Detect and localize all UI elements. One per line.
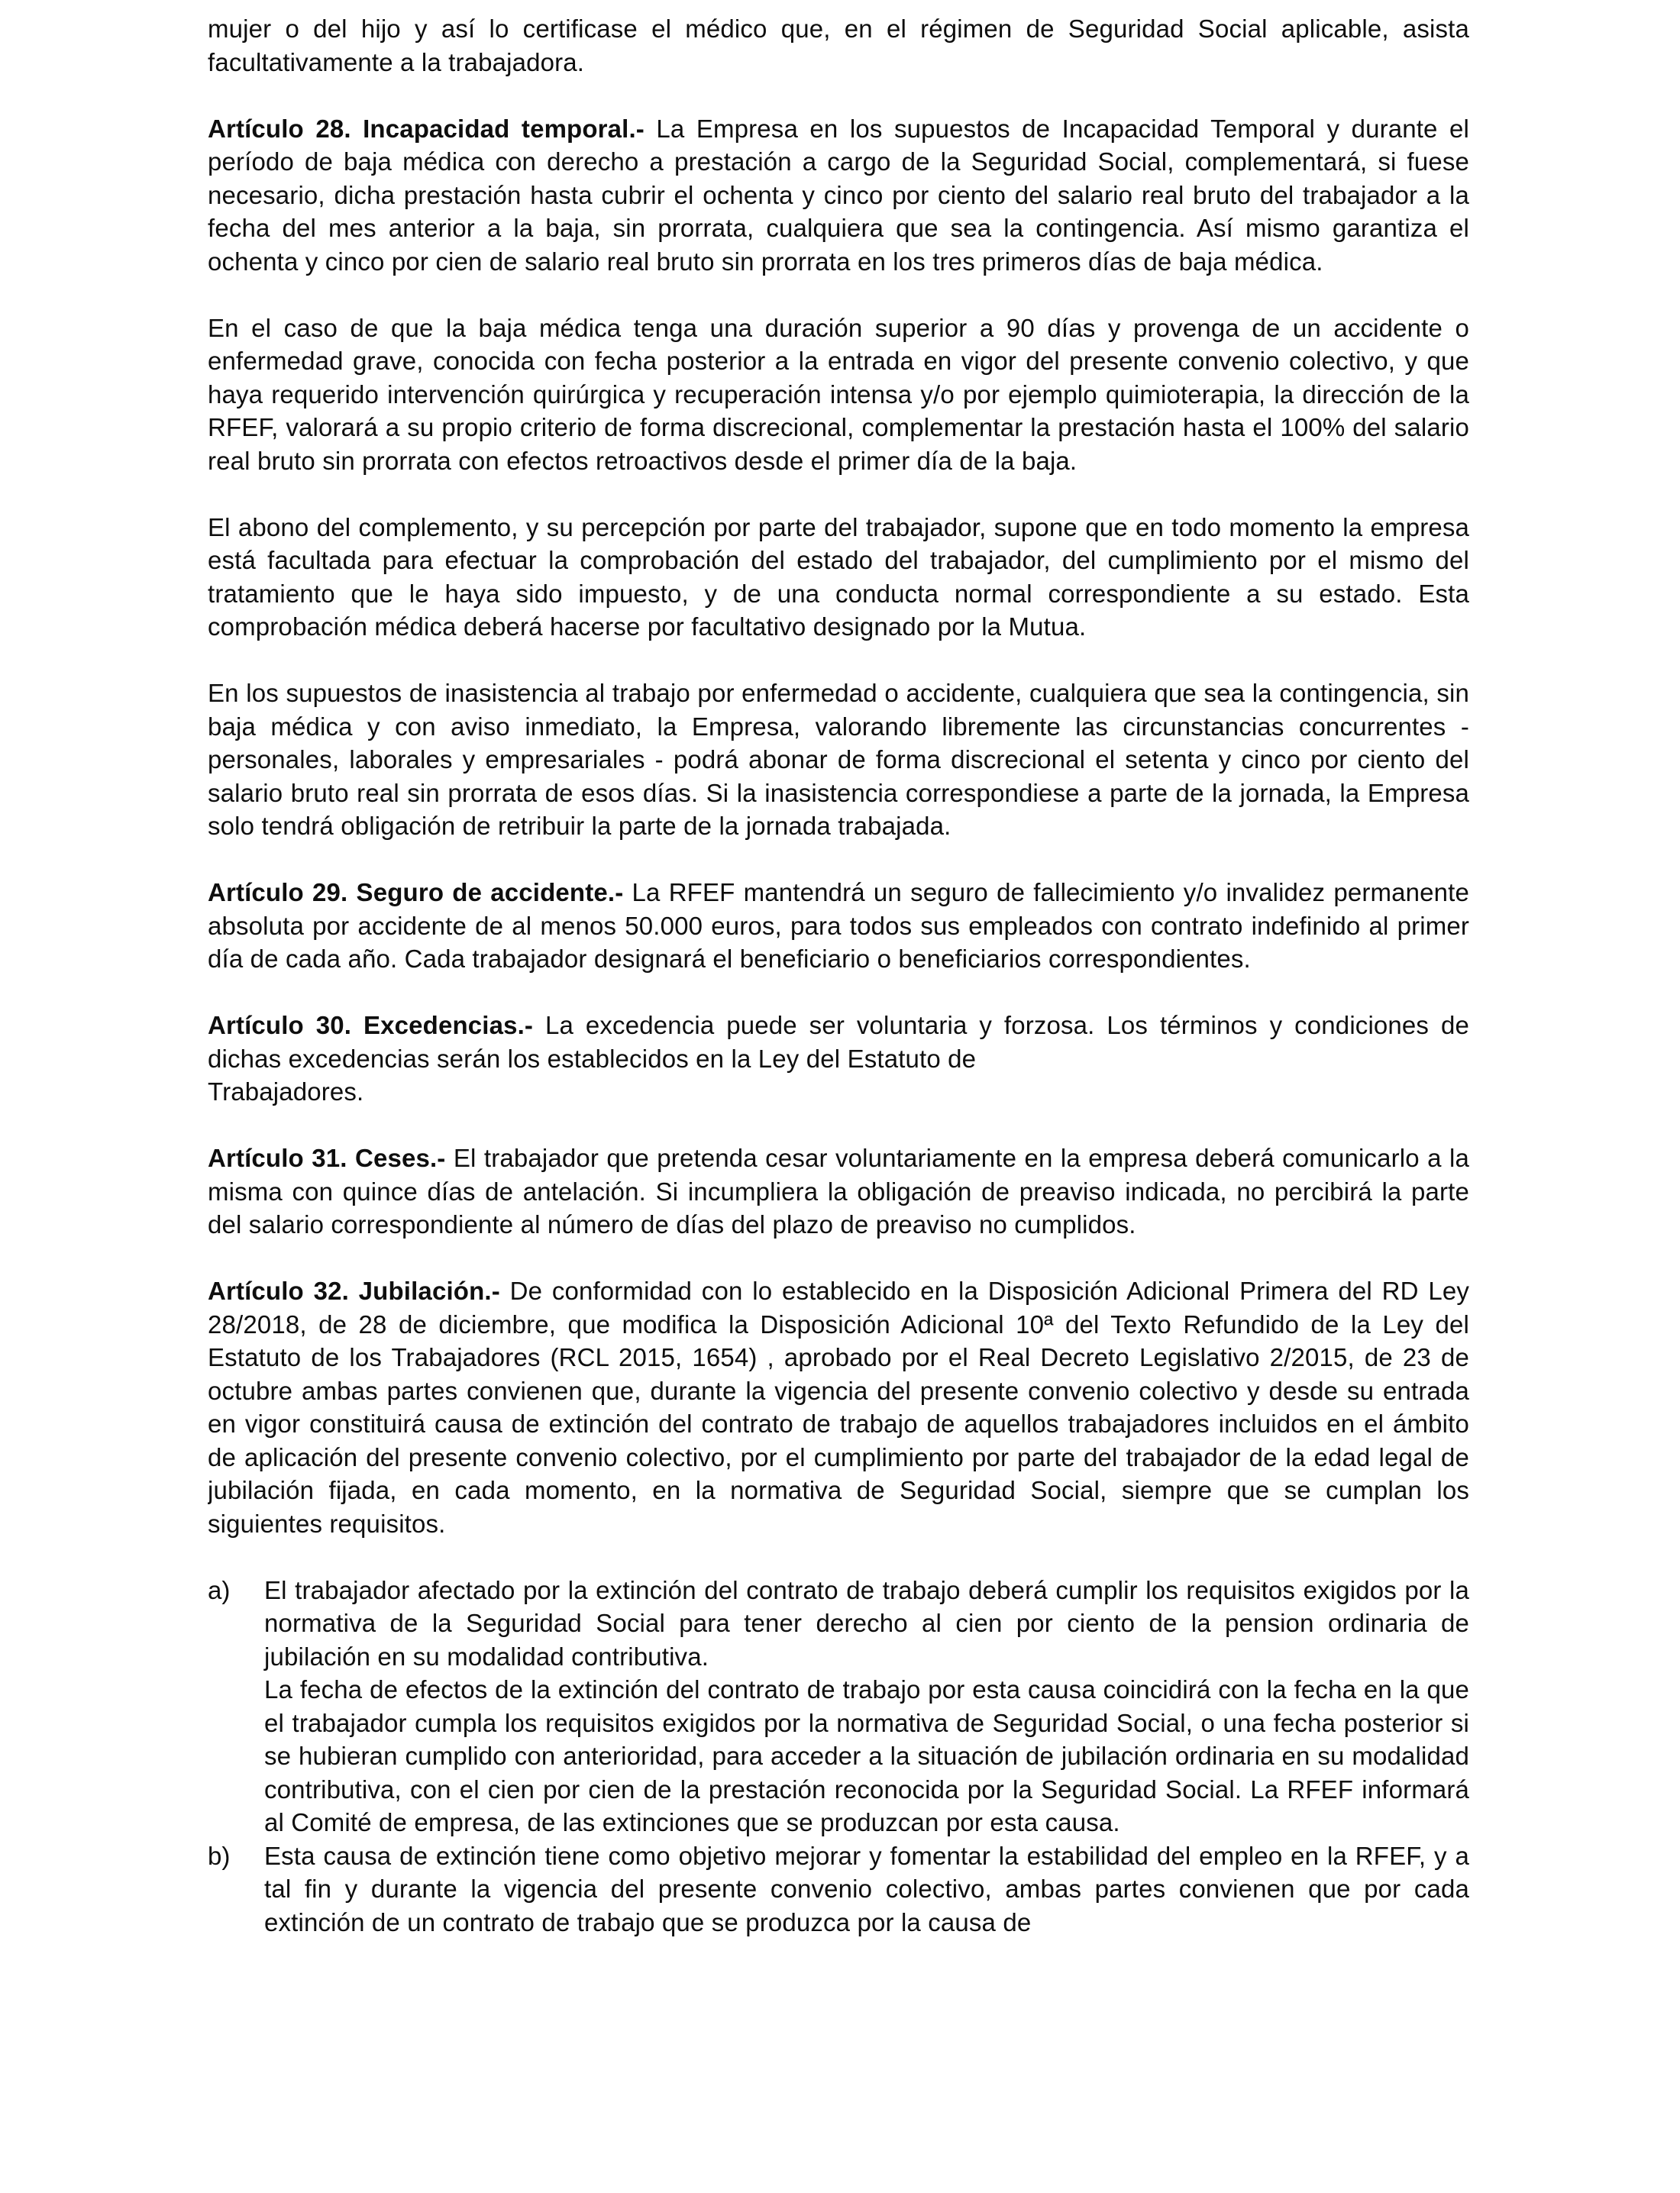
article-31-heading: Artículo 31. Ceses.- — [208, 1144, 446, 1172]
article-32-paragraph — [208, 1274, 1469, 1540]
list-item-body — [264, 1839, 1469, 1939]
article-29-paragraph — [208, 876, 1469, 976]
article-30 — [208, 1009, 1469, 1109]
intro-paragraph: mujer o del hijo y así lo certificase el médico que, en el régimen de Seguridad Social aplicable, asista facultativamente a la trabajadora. — [208, 15, 1469, 76]
document-page — [208, 12, 1469, 2181]
article-28 — [208, 112, 1469, 843]
list-marker-b: b) — [208, 1841, 231, 1870]
article-28-paragraph-2: En el caso de que la baja médica tenga una duración superior a 90 días y provenga de un accidente o enfermedad grave, conocida con fecha posterior a la entrada en vigor del presente convenio colectivo, y que haya requerido intervención quirúrgica y recuperación intensa y/o por ejemplo quimioterapia, la dirección de la RFEF, valorará a su propio criterio de forma discrecional, complementar la prestación hasta el 100% del salario real bruto sin prorrata con efectos retroactivos desde el primer día de la baja. — [208, 313, 1469, 475]
article-31-text: El trabajador que pretenda cesar voluntariamente en la empresa deberá comunicarlo a la misma con quince días de antelación. Si incumpliera la obligación de preaviso indicada, no percibirá la parte del salario correspondiente al número de días del plazo de preaviso no cumplidos. — [208, 1144, 1469, 1239]
list-item-body — [264, 1574, 1469, 1839]
article-28-paragraph-4: En los supuestos de inasistencia al trabajo por enfermedad o accidente, cualquiera que sea la contingencia, sin baja médica y con aviso inmediato, la Empresa, valorando libremente las circunstancias concurrentes - personales, laborales y empresariales - podrá abonar de forma discrecional el setenta y cinco por ciento del salario bruto real sin prorrata de esos días. Si la inasistencia correspondiese a parte de la jornada, la Empresa solo tendrá obligación de retribuir la parte de la jornada trabajada. — [208, 679, 1469, 840]
article-28-paragraph-1 — [208, 112, 1469, 279]
article-32-requirements-list — [208, 1574, 1469, 1939]
article-28-text: La Empresa en los supuestos de Incapacidad Temporal y durante el período de baja médica con derecho a prestación a cargo de la Seguridad Social, complementará, si fuese necesario, dicha prestación hasta cubrir el ochenta y cinco por ciento del salario real bruto del trabajador a la fecha del mes anterior a la baja, sin prorrata, cualquiera que sea la contingencia. Así mismo garantiza el ochenta y cinco por cien de salario real bruto sin prorrata en los tres primeros días de baja médica. — [208, 114, 1469, 276]
article-31-paragraph — [208, 1142, 1469, 1242]
article-32-text: De conformidad con lo establecido en la Disposición Adicional Primera del RD Ley 28/2018, de 28 de diciembre, que modifica la Disposición Adicional 10ª del Texto Refundido de la Ley del Estatuto de los Trabajadores (RCL 2015, 1654) , aprobado por el Real Decreto Legislativo 2/2015, de 23 de octubre ambas partes convienen que, durante la vigencia del presente convenio colectivo y desde su entrada en vigor constituirá causa de extinción del contrato de trabajo de aquellos trabajadores incluidos en el ámbito de aplicación del presente convenio colectivo, por el cumplimiento por parte del trabajador de la edad legal de jubilación fijada, en cada momento, en la normativa de Seguridad Social, siempre que se cumplan los siguientes requisitos. — [208, 1277, 1469, 1538]
article-29 — [208, 876, 1469, 976]
list-item-a-text-1: El trabajador afectado por la extinción del contrato de trabajo deberá cumplir los requisitos exigidos por la normativa de la Seguridad Social para tener derecho al cien por ciento de la pension ordinaria de jubilación en su modalidad contributiva. — [264, 1575, 1469, 1671]
article-32-heading: Artículo 32. Jubilación.- — [208, 1277, 500, 1305]
article-28-paragraph-3: El abono del complemento, y su percepción por parte del trabajador, supone que en todo momento la empresa está facultada para efectuar la comprobación del estado del trabajador, del cumplimiento por el mismo del tratamiento que le haya sido impuesto, y de una conducta normal correspondiente a su estado. Esta comprobación médica deberá hacerse por facultativo designado por la Mutua. — [208, 512, 1469, 641]
article-30-heading: Artículo 30. Excedencias.- — [208, 1011, 534, 1039]
list-item — [208, 1839, 1469, 1939]
list-item-a-text-2: La fecha de efectos de la extinción del contrato de trabajo por esta causa coincidirá con la fecha en la que el trabajador cumpla los requisitos exigidos por la normativa de Seguridad Social, o una fecha posterior si se hubieran cumplido con anterioridad, para acceder a la situación de jubilación ordinaria en su modalidad contributiva, con el cien por cien de la prestación reconocida por la Seguridad Social. La RFEF informará al Comité de empresa, de las extinciones que se produzcan por esta causa. — [264, 1675, 1469, 1836]
list-item — [208, 1574, 1469, 1839]
article-32 — [208, 1274, 1469, 1939]
article-31 — [208, 1142, 1469, 1242]
article-30-paragraph-continuation: Trabajadores. — [208, 1077, 364, 1106]
article-30-text: La excedencia puede ser voluntaria y forzosa. Los términos y condiciones de dichas excedencias serán los establecidos en la Ley del Estatuto de — [208, 1011, 1469, 1073]
article-29-heading: Artículo 29. Seguro de accidente.- — [208, 878, 624, 906]
article-28-heading: Artículo 28. Incapacidad temporal.- — [208, 114, 645, 143]
article-30-paragraph — [208, 1009, 1469, 1075]
list-marker-a: a) — [208, 1575, 231, 1604]
article-29-text: La RFEF mantendrá un seguro de fallecimiento y/o invalidez permanente absoluta por accidente de al menos 50.000 euros, para todos sus empleados con contrato indefinido al primer día de cada año. Cada trabajador designará el beneficiario o beneficiarios correspondientes. — [208, 878, 1469, 973]
list-item-b-text-1: Esta causa de extinción tiene como objetivo mejorar y fomentar la estabilidad del empleo en la RFEF, y a tal fin y durante la vigencia del presente convenio colectivo, ambas partes convienen que por cada extinción de un contrato de trabajo que se produzca por la causa de — [264, 1841, 1469, 1936]
